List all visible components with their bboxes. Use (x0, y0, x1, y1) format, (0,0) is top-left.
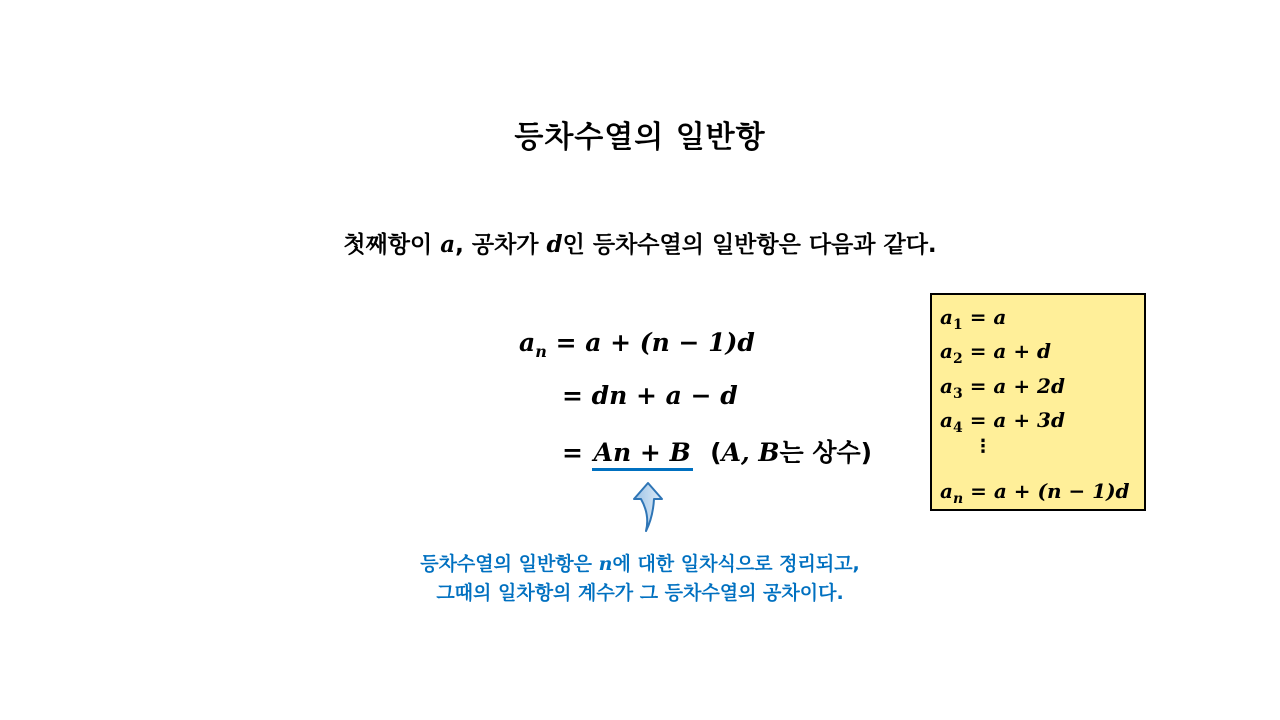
intro-var-d: d (546, 231, 563, 258)
equation-line-1-rhs: = a + (n − 1)d (555, 328, 755, 357)
explanation-var-n: n (598, 553, 613, 575)
term-rhs: = a + (n − 1)d (970, 479, 1130, 503)
up-arrow-icon (630, 481, 666, 533)
explanation-line-2: 그때의 일차항의 계수가 그 등차수열의 공차이다. (436, 582, 844, 604)
equation-lhs-subscript: n (535, 342, 547, 361)
term-rhs: = a + 2d (969, 374, 1065, 398)
intro-text-1: 첫째항이 (343, 232, 441, 258)
term-rhs: = a (969, 305, 1007, 329)
term-subscript: 2 (952, 351, 963, 367)
term-row (940, 408, 1065, 436)
term-base: a (940, 374, 953, 398)
term-base: a (940, 339, 953, 363)
term-subscript: n (952, 491, 964, 507)
term-row-general (940, 479, 1130, 507)
vertical-ellipsis: ⋮ (974, 436, 992, 457)
term-rhs: = a + d (969, 339, 1052, 363)
intro-text-3: 인 등차수열의 일반항은 다음과 같다. (562, 232, 937, 258)
equation-line-3 (562, 433, 872, 471)
equation-line-2-text: = dn + a − d (562, 381, 738, 410)
term-base: a (940, 479, 953, 503)
term-base: a (940, 408, 953, 432)
term-subscript: 4 (952, 420, 963, 436)
constant-note-open: ( (710, 438, 722, 467)
term-subscript: 3 (952, 386, 963, 402)
explanation-text-1: 등차수열의 일반항은 (420, 553, 599, 575)
term-row (940, 374, 1065, 402)
equation-line-1 (519, 328, 755, 361)
term-row (940, 305, 1007, 333)
explanation-line-1 (0, 549, 1280, 576)
intro-sentence (0, 226, 1280, 259)
term-subscript: 1 (952, 317, 963, 333)
linear-form-highlight: An + B (592, 438, 693, 471)
intro-var-a: a (440, 231, 456, 258)
intro-text-2: , 공차가 (455, 232, 547, 258)
term-base: a (940, 305, 953, 329)
page-title: 등차수열의 일반항 (514, 120, 766, 155)
constant-note-vars: A, B (721, 438, 780, 467)
constant-note-text: 는 상수) (779, 438, 873, 467)
equation-lhs: a (519, 328, 536, 357)
equation-line-2 (562, 381, 738, 410)
term-rhs: = a + 3d (969, 408, 1065, 432)
explanation-text-2: 에 대한 일차식으로 정리되고, (612, 553, 860, 575)
terms-box (930, 293, 1146, 511)
equation-line-3-equals: = (562, 438, 592, 467)
term-row (940, 339, 1052, 367)
